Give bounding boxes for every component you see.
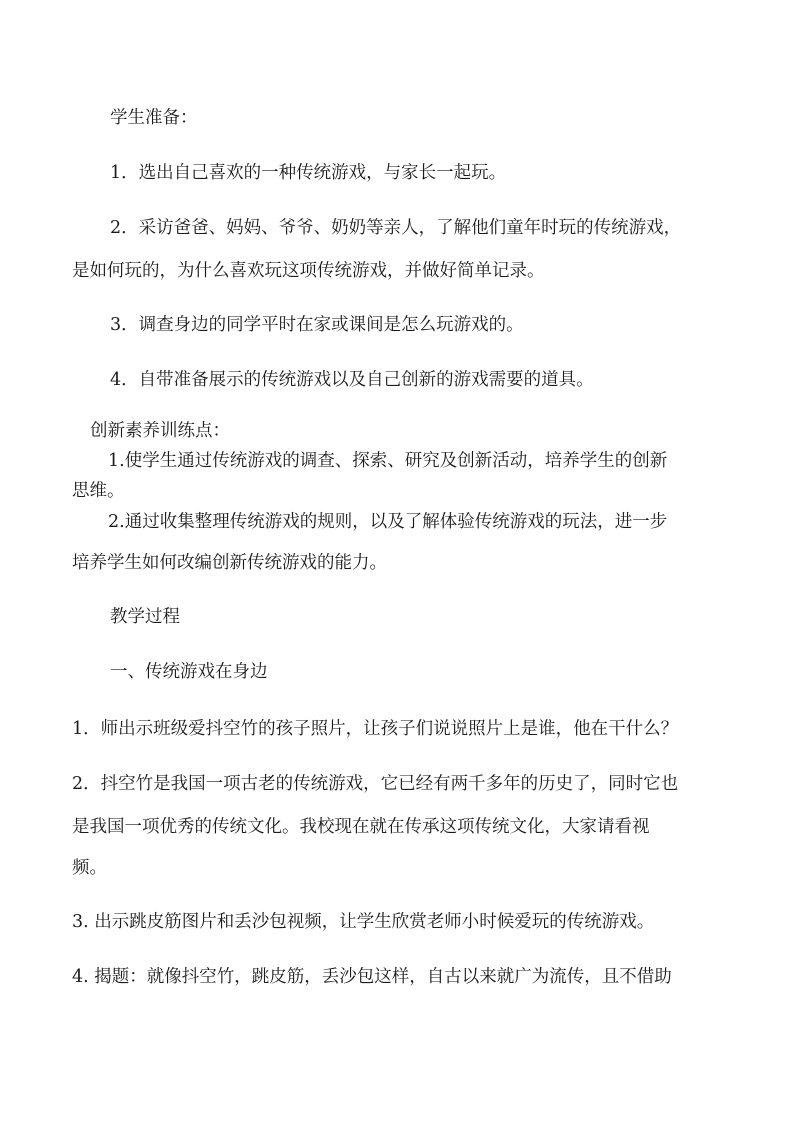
innovation-item-2-line-1: 2.通过收集整理传统游戏的规则，以及了解体验传统游戏的玩法，进一步 <box>108 512 668 532</box>
process-step-2-line-1: 2．抖空竹是我国一项古老的传统游戏，它已经有两千多年的历史了，同时它也 <box>72 774 679 794</box>
process-step-1: 1．师出示班级爱抖空竹的孩子照片，让孩子们说说照片上是谁，他在干什么？ <box>72 719 679 739</box>
student-prep-item-2-line-2: 是如何玩的，为什么喜欢玩这项传统游戏，并做好简单记录。 <box>72 261 545 281</box>
innovation-item-1-line-1: 1.使学生通过传统游戏的调查、探索、研究及创新活动，培养学生的创新 <box>108 451 668 471</box>
innovation-heading: 创新素养训练点： <box>90 421 230 441</box>
innovation-item-1-line-2: 思维。 <box>72 481 125 501</box>
section-1-title: 一、传统游戏在身边 <box>110 662 268 682</box>
student-prep-item-2-line-1: 2．采访爸爸、妈妈、爷爷、奶奶等亲人，了解他们童年时玩的传统游戏， <box>110 218 682 238</box>
process-step-2-line-2: 是我国一项优秀的传统文化。我校现在就在传承这项传统文化，大家请看视 <box>72 817 650 837</box>
innovation-item-2-line-2: 培养学生如何改编创新传统游戏的能力。 <box>72 553 387 573</box>
process-heading: 教学过程 <box>110 607 180 627</box>
process-step-4: 4. 揭题：就像抖空竹，跳皮筋，丢沙包这样，自古以来就广为流传，且不借助 <box>72 967 672 987</box>
process-step-3: 3. 出示跳皮筋图片和丢沙包视频，让学生欣赏老师小时候爱玩的传统游戏。 <box>72 912 655 932</box>
process-step-2-line-3: 频。 <box>72 858 107 878</box>
student-prep-heading: 学生准备： <box>110 108 198 128</box>
student-prep-item-4: 4．自带准备展示的传统游戏以及自己创新的游戏需要的道具。 <box>110 370 594 390</box>
student-prep-item-3: 3．调查身边的同学平时在家或课间是怎么玩游戏的。 <box>110 315 524 335</box>
student-prep-item-1: 1．选出自己喜欢的一种传统游戏，与家长一起玩。 <box>110 163 507 183</box>
